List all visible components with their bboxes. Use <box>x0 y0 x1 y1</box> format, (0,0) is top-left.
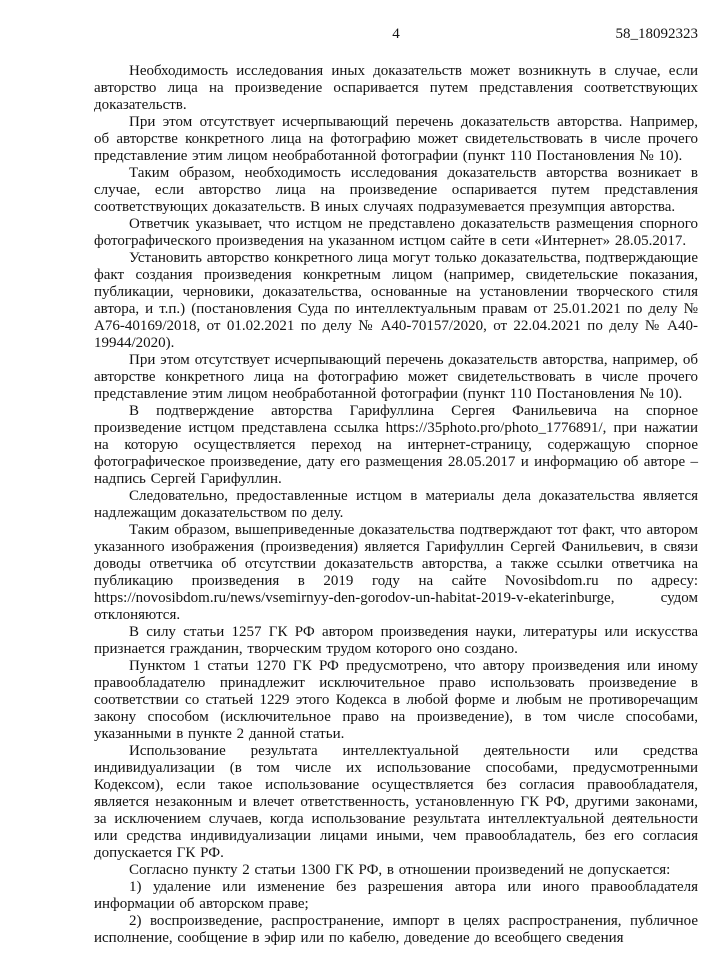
paragraph: Таким образом, вышеприведенные доказательства подтверждают тот факт, что автором указанного изображения (произведения) является Гарифуллин Сергей Фанильевич, в связи доводы ответчика об отсутствии доказательств авторства, а также ссылки ответчика на публикацию произведения в 2019 году на сайте Novosibdom.ru по адресу: https://novosibdom.ru/news/vsemirnyy-den-gorodov-un-habitat-2019-v-ekaterinburge, судом отклоняются. <box>94 522 698 623</box>
case-document-number: 58_18092323 <box>615 26 698 42</box>
paragraph: Согласно пункту 2 статьи 1300 ГК РФ, в отношении произведений не допускается: <box>129 862 671 878</box>
paragraph: При этом отсутствует исчерпывающий перечень доказательств авторства, например, об авторстве конкретного лица на фотографию может свидетельствовать в числе прочего представление этим лицом необработанной фотографии (пункт 110 Постановления № 10). <box>94 352 698 402</box>
document-header <box>94 26 698 43</box>
paragraph: Таким образом, необходимость исследования доказательств авторства возникает в случае, если авторство лица на произведение оспаривается путем представления соответствующих доказательств. В иных случаях подразумевается презумпция авторства. <box>94 165 698 215</box>
paragraph: Необходимость исследования иных доказательств может возникнуть в случае, если авторство лица на произведение оспаривается путем представления соответствующих доказательств. <box>94 63 698 113</box>
paragraph: 2) воспроизведение, распространение, импорт в целях распространения, публичное исполнение, сообщение в эфир или по кабелю, доведение до всеобщего сведения <box>94 913 698 946</box>
paragraph: Следовательно, предоставленные истцом в материалы дела доказательства является надлежащим доказательством по делу. <box>94 488 698 521</box>
paragraph: Пунктом 1 статьи 1270 ГК РФ предусмотрено, что автору произведения или иному правообладателю принадлежит исключительное право использовать произведение в соответствии со статьей 1229 этого Кодекса в любой форме и любым не противоречащим закону способом (исключительное право на произведение), в том числе способами, указанными в пункте 2 данной статьи. <box>94 658 698 742</box>
paragraph: Ответчик указывает, что истцом не представлено доказательств размещения спорного фотографического произведения на указанном истцом сайте в сети «Интернет» 28.05.2017. <box>94 216 698 249</box>
paragraph: Установить авторство конкретного лица могут только доказательства, подтверждающие факт создания произведения конкретным лицом (например, свидетельские показания, публикации, черновики, доказательства, основанные на установлении творческого стиля автора, и т.п.) (постановления Суда по интеллектуальным правам от 25.01.2021 по делу № А76-40169/2018, от 01.02.2021 по делу № А40-70157/2020, от 22.04.2021 по делу № А40- 19944/2020). <box>94 250 698 351</box>
document-content <box>94 26 698 947</box>
paragraph: 1) удаление или изменение без разрешения автора или иного правообладателя информации об авторском праве; <box>94 879 698 912</box>
paragraph: Использование результата интеллектуальной деятельности или средства индивидуализации (в том числе их использование способами, предусмотренными Кодексом), если такое использование осуществляется без согласия правообладателя, является незаконным и влечет ответственность, установленную ГК РФ, другими законами, за исключением случаев, когда использование результата интеллектуальной деятельности или средства индивидуализации лицами иными, чем правообладатель, без его согласия допускается ГК РФ. <box>94 743 698 861</box>
paragraph: При этом отсутствует исчерпывающий перечень доказательств авторства. Например, об авторстве конкретного лица на фотографию может свидетельствовать в числе прочего представление этим лицом необработанной фотографии (пункт 110 Постановления № 10). <box>94 114 698 164</box>
page-number: 4 <box>392 26 400 42</box>
document-body <box>94 63 698 947</box>
paragraph: В подтверждение авторства Гарифуллина Сергея Фанильевича на спорное произведение истцом представлена ссылка https://35photo.pro/photo_1776891/, при нажатии на которую осуществляется переход на интернет-страницу, содержащую спорное фотографическое произведение, дату его размещения 28.05.2017 и информацию об авторе – надпись Сергей Гарифуллин. <box>94 403 698 487</box>
paragraph: В силу статьи 1257 ГК РФ автором произведения науки, литературы или искусства признается гражданин, творческим трудом которого оно создано. <box>94 624 698 657</box>
